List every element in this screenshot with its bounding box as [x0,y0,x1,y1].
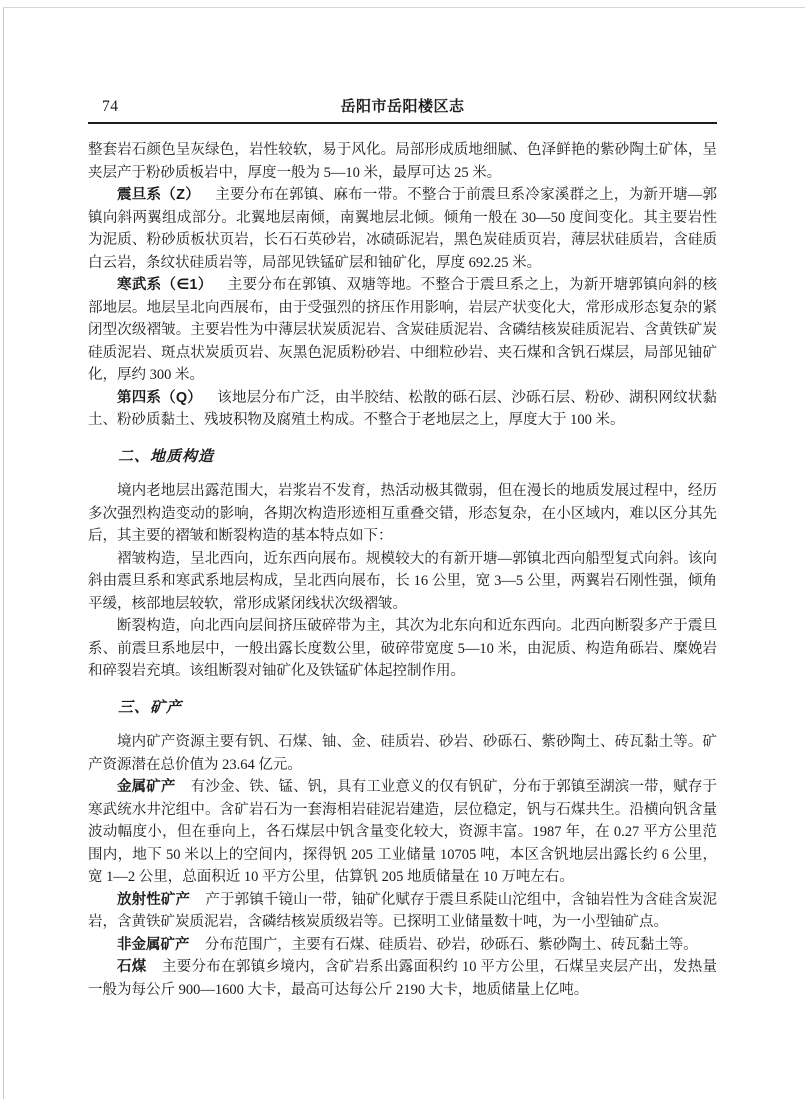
body-paragraph [88,889,717,934]
running-header-title: 岳阳市岳阳楼区志 [340,98,465,115]
body-paragraph [88,387,717,432]
body-paragraph [88,548,717,616]
paragraph-text: 有沙金、铁、锰、钒，具有工业意义的仅有钒矿，分布于郭镇至湖滨一带，赋存于寒武统水井沱组中。含矿岩石为一套海相岩硅泥岩建造，层位稳定，钒与石煤共生。沿横向钒含量波动幅度小，但在垂向上，各石煤层中钒含量变化较大，资源丰富。1987 年，在 0.27 平方公里范围内，地下 50 米以上的空间内，探得钒 205 工业储量 10705 吨，本区含钒地层出露长约 6 公里，宽 1—2 公里，总面积近 10 平方公里，估算钒 205 地质储量在 10 万吨左右。 [88,779,718,885]
body-paragraph [88,615,717,683]
running-header [88,0,717,124]
section-heading: 二、地质构造 [118,448,215,465]
body-paragraph [88,956,717,1001]
page-body [88,124,717,1001]
body-paragraph [88,731,717,776]
body-paragraph [88,934,717,957]
paragraph-text: 分布范围广，主要有石煤、硅质岩、砂岩，砂砾石、紫砂陶土、砖瓦黏土等。 [204,936,698,953]
paragraph-text: 主要分布在郭镇、双塘等地。不整合于震旦系之上，为新开塘郭镇向斜的核部地层。地层呈北向西展布，由于受强烈的挤压作用影响，岩层产状变化大，常形成形态复杂的紧闭型次级褶皱。主要岩性为中薄层状炭质泥岩、含炭硅质泥岩、含磷结核炭硅质泥岩、含黄铁矿炭硅质泥岩、斑点状炭质页岩、灰黑色泥质粉砂岩、中细粒砂岩、夹石煤和含钒石煤层，局部见铀矿化，厚约 300 米。 [88,277,717,383]
paragraph-text: 境内老地层出露范围大，岩浆岩不发育，热活动极其微弱，但在漫长的地质发展过程中，经历多次强烈构造变动的影响，各期次构造形迹相互重叠交错，形态复杂，在小区域内，难以区分其先后，其主要的褶皱和断裂构造的基本特点如下： [88,483,717,544]
body-paragraph [88,184,717,274]
run-in-heading: 寒武系（∈1） [117,277,213,293]
paragraph-text: 主要分布在郭镇乡境内，含矿岩系出露面积约 10 平方公里，石煤呈夹层产出，发热量一般为每公斤 900—1600 大卡，最高可达每公斤 2190 大卡，地质储量上亿吨。 [88,959,718,998]
body-paragraph [88,139,717,184]
paragraph-text: 断裂构造，向北西向层间挤压破碎带为主，其次为北东向和近东西向。北西向断裂多产于震旦系、前震旦系地层中，一般出露长度数公里，破碎带宽度 5—10 米，由泥质、构造角砾岩、糜娩岩和碎裂岩充填。该组断裂对铀矿化及铁锰矿体起控制作用。 [88,618,717,679]
paragraph-text: 主要分布在郭镇、麻布一带。不整合于前震旦系冷家溪群之上，为新开塘—郭镇向斜两翼组成部分。北翼地层南倾，南翼地层北倾。倾角一般在 30—50 度间变化。其主要岩性为泥质、粉砂质板状页岩，长石石英砂岩，冰碛砾泥岩，黑色炭硅质页岩，薄层状硅质岩，含硅质白云岩，条纹状硅质岩等，局部见铁锰矿层和铀矿化，厚度 692.25 米。 [88,187,718,271]
run-in-heading: 第四系（Q） [117,389,203,406]
paragraph-text: 整套岩石颜色呈灰绿色，岩性较软，易于风化。局部形成质地细腻、色泽鲜艳的紫砂陶土矿体，呈夹层产于粉砂质板岩中，厚度一般为 5—10 米，最厚可达 25 米。 [88,142,717,181]
run-in-heading: 石煤 [117,959,147,975]
scan-edge-left [3,7,4,1099]
run-in-heading: 放射性矿产 [117,891,191,908]
paragraph-text: 产于郭镇千镜山一带，铀矿化赋存于震旦系陡山沱组中，含铀岩性为含硅含炭泥岩，含黄铁矿炭质泥岩，含磷结核炭质级岩等。已探明工业储量数十吨，为一小型铀矿点。 [88,891,718,930]
paragraph-text: 褶皱构造，呈北西向，近东西向展布。规模较大的有新开塘—郭镇北西向船型复式向斜。该向斜由震旦系和寒武系地层构成，呈北西向展布，长 16 公里，宽 3—5 公里，两翼岩石刚性强，倾角平缓，核部地层较软，常形成紧闭线状次级褶皱。 [88,550,717,612]
body-paragraph [88,274,717,387]
page-number: 74 [102,98,119,115]
body-paragraph [88,480,717,548]
run-in-heading: 震旦系（Z） [117,187,200,203]
paragraph-text: 境内矿产资源主要有钒、石煤、铀、金、硅质岩、砂岩、砂砾石、紫砂陶土、砖瓦黏土等。矿产资源潜在总价值为 23.64 亿元。 [88,734,717,773]
run-in-heading: 金属矿产 [117,779,176,795]
run-in-heading: 非金属矿产 [117,936,190,953]
paragraph-text: 该地层分布广泛，由半胶结、松散的砾石层、沙砾石层、粉砂、湖积网纹状黏土、粉砂质黏土、残坡积物及腐殖土构成。不整合于老地层之上，厚度大于 100 米。 [88,389,718,428]
body-paragraph [88,776,717,889]
section-heading: 三、矿产 [118,699,183,716]
